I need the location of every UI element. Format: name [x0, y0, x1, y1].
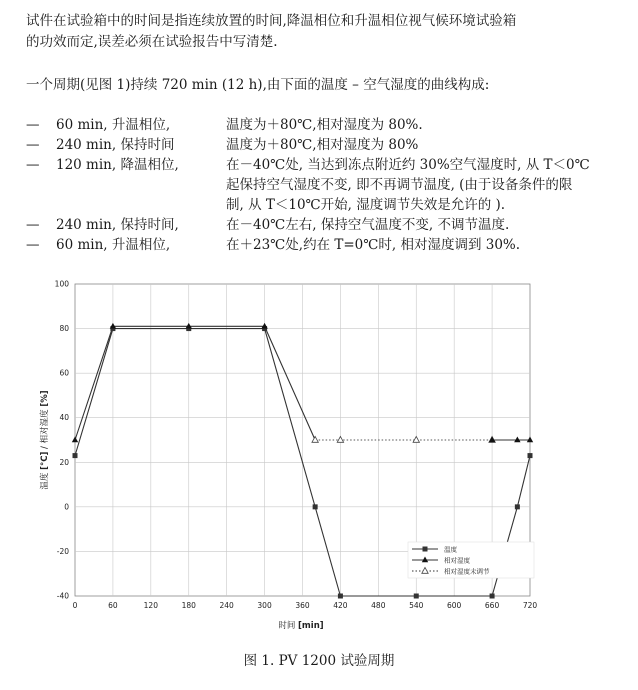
x-tick-label: 0: [72, 601, 78, 610]
step-description: 在－40℃处, 当达到冻点附近约 30%空气湿度时, 从 T＜0℃: [226, 157, 590, 173]
step-dash: —: [26, 237, 40, 253]
series-marker-square: [338, 594, 343, 599]
y-tick-label: -40: [56, 591, 69, 601]
y-tick-label: 80: [59, 324, 69, 334]
y-tick-label: 40: [59, 413, 69, 423]
step-item: [26, 215, 626, 235]
x-tick-label: 660: [484, 601, 500, 610]
step-duration: 240 min, 保持时间: [56, 137, 175, 153]
y-tick-label: 0: [64, 502, 69, 512]
x-axis-label: 时间 [min]: [278, 621, 324, 631]
figure-caption: 图 1. PV 1200 试验周期: [243, 653, 395, 669]
step-dash: —: [26, 217, 40, 233]
step-duration: 60 min, 升温相位,: [56, 117, 171, 133]
series-marker-square: [490, 594, 495, 599]
step-dash: —: [26, 157, 40, 173]
step-item: [26, 115, 626, 135]
intro-line-2: 的功效而定,误差必须在试验报告中写清楚.: [26, 34, 278, 50]
x-tick-label: 180: [181, 601, 196, 610]
x-tick-label: 360: [295, 601, 310, 610]
series-marker-square: [313, 504, 318, 509]
legend-label: 温度: [444, 545, 457, 554]
x-tick-label: 300: [257, 601, 272, 610]
y-tick-label: 60: [59, 368, 69, 378]
step-duration: 60 min, 升温相位,: [56, 237, 171, 253]
step-dash: —: [26, 137, 40, 153]
step-description: 在＋23℃处,约在 T=0℃时, 相对湿度调到 30%.: [226, 237, 521, 253]
x-tick-label: 720: [522, 601, 538, 610]
y-tick-label: 100: [54, 279, 69, 289]
x-tick-label: 420: [333, 601, 348, 610]
x-tick-label: 120: [143, 601, 158, 610]
step-duration: 240 min, 保持时间,: [56, 217, 179, 233]
step-duration: 120 min, 降温相位,: [56, 157, 179, 173]
step-description: 温度为＋80℃,相对湿度为 80%.: [226, 117, 423, 133]
step-description: 在－40℃左右, 保持空气温度不变, 不调节温度.: [226, 217, 510, 233]
x-tick-label: 60: [108, 601, 118, 610]
cycle-intro: 一个周期(见图 1)持续 720 min (12 h),由下面的温度 – 空气湿度的曲线构成:: [26, 77, 490, 93]
step-item: [26, 135, 626, 155]
step-dash: —: [26, 117, 40, 133]
series-marker-square: [414, 594, 419, 599]
step-description: 温度为＋80℃,相对湿度为 80%: [226, 137, 419, 153]
pv1200-chart: [0, 270, 638, 640]
chart-svg: [0, 270, 638, 640]
intro-line-1: 试件在试验箱中的时间是指连续放置的时间,降温相位和升温相位视气候环境试验箱: [26, 13, 517, 29]
step-item: [26, 235, 626, 255]
x-tick-label: 540: [409, 601, 424, 610]
series-marker-square: [528, 453, 533, 458]
legend-label: 相对湿度: [444, 556, 470, 565]
x-tick-label: 240: [219, 601, 234, 610]
series-marker-square: [73, 453, 78, 458]
step-item: [26, 155, 626, 175]
x-tick-label: 600: [447, 601, 462, 610]
y-tick-label: -20: [56, 546, 69, 556]
legend-label: 相对湿度未调节: [444, 567, 490, 576]
x-tick-label: 480: [371, 601, 386, 610]
y-tick-label: 20: [59, 457, 69, 467]
y-axis-label: 温度 [°C] / 相对湿度 [%]: [40, 390, 50, 490]
series-marker-square: [515, 504, 520, 509]
step-description-continued: 制, 从 T＜10℃开始, 湿度调节失效是允许的 ).: [226, 197, 506, 213]
step-description-continued: 起保持空气湿度不变, 即不再调节温度, (由于设备条件的限: [226, 177, 573, 193]
series-marker-square: [423, 547, 428, 552]
